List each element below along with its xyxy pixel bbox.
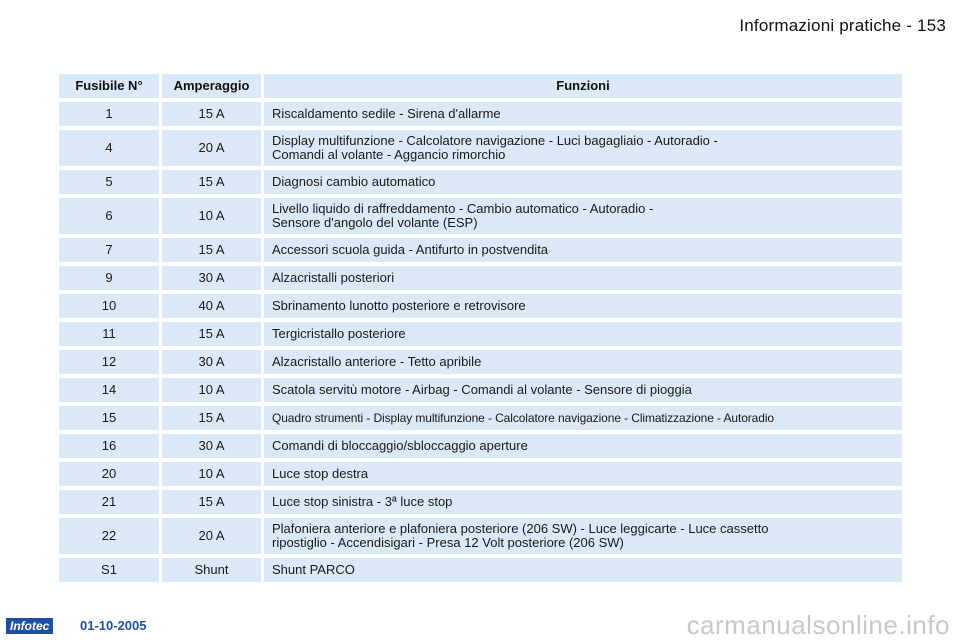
table-row [59, 490, 902, 514]
fuse-number-cell: 5 [59, 170, 162, 194]
functions-cell: Scatola servitù motore - Airbag - Comandi al volante - Sensore di pioggia [264, 378, 902, 402]
column-header-fuse-number: Fusibile N° [59, 74, 162, 98]
functions-cell: Livello liquido di raffreddamento - Cambio automatico - Autoradio - Sensore d'angolo del volante (ESP) [264, 198, 902, 234]
functions-cell: Display multifunzione - Calcolatore navigazione - Luci bagagliaio - Autoradio - Comandi al volante - Aggancio rimorchio [264, 130, 902, 166]
functions-cell: Sbrinamento lunotto posteriore e retrovisore [264, 294, 902, 318]
amperage-cell: 20 A [162, 518, 264, 554]
amperage-cell: 30 A [162, 350, 264, 374]
watermark: carmanualsonline.info [686, 610, 950, 640]
fuse-number-cell: 7 [59, 238, 162, 262]
amperage-cell: 15 A [162, 406, 264, 430]
fuse-number-cell: 4 [59, 130, 162, 166]
table-row [59, 266, 902, 290]
amperage-cell: 30 A [162, 434, 264, 458]
fuse-number-cell: 11 [59, 322, 162, 346]
table-row [59, 322, 902, 346]
amperage-cell: 20 A [162, 130, 264, 166]
print-date: 01-10-2005 [80, 618, 147, 633]
fuse-number-cell: 16 [59, 434, 162, 458]
table-row [59, 238, 902, 262]
amperage-cell: 10 A [162, 378, 264, 402]
fuse-number-cell: S1 [59, 558, 162, 582]
amperage-cell: 30 A [162, 266, 264, 290]
fuse-number-cell: 14 [59, 378, 162, 402]
infotec-logo: Infotec [6, 618, 53, 634]
amperage-cell: 15 A [162, 102, 264, 126]
table-body [59, 102, 902, 582]
functions-cell: Diagnosi cambio automatico [264, 170, 902, 194]
amperage-cell: 15 A [162, 170, 264, 194]
table-header-row [59, 74, 902, 98]
functions-cell: Luce stop sinistra - 3ª luce stop [264, 490, 902, 514]
functions-cell: Accessori scuola guida - Antifurto in postvendita [264, 238, 902, 262]
amperage-cell: 15 A [162, 490, 264, 514]
fuse-number-cell: 20 [59, 462, 162, 486]
page-title: Informazioni pratiche - 153 [739, 16, 946, 35]
functions-cell: Shunt PARCO [264, 558, 902, 582]
amperage-cell: 40 A [162, 294, 264, 318]
fuse-number-cell: 15 [59, 406, 162, 430]
column-header-functions: Funzioni [264, 74, 902, 98]
fuse-number-cell: 1 [59, 102, 162, 126]
functions-cell: Alzacristalli posteriori [264, 266, 902, 290]
fuse-number-cell: 12 [59, 350, 162, 374]
functions-cell: Tergicristallo posteriore [264, 322, 902, 346]
fuse-number-cell: 10 [59, 294, 162, 318]
table-row [59, 102, 902, 126]
fuse-number-cell: 21 [59, 490, 162, 514]
functions-cell: Riscaldamento sedile - Sirena d'allarme [264, 102, 902, 126]
functions-cell: Luce stop destra [264, 462, 902, 486]
table-row [59, 406, 902, 430]
table-row [59, 462, 902, 486]
amperage-cell: Shunt [162, 558, 264, 582]
functions-cell: Quadro strumenti - Display multifunzione - Calcolatore navigazione - Climatizzazione - Autoradio [264, 406, 902, 430]
functions-cell: Alzacristallo anteriore - Tetto apribile [264, 350, 902, 374]
amperage-cell: 10 A [162, 462, 264, 486]
table-row [59, 294, 902, 318]
amperage-cell: 15 A [162, 322, 264, 346]
table-row [59, 198, 902, 234]
table-row [59, 170, 902, 194]
table-row [59, 518, 902, 554]
fuse-number-cell: 22 [59, 518, 162, 554]
table-row [59, 378, 902, 402]
table-row [59, 434, 902, 458]
fuse-number-cell: 9 [59, 266, 162, 290]
fuse-table [59, 70, 902, 586]
table-row [59, 350, 902, 374]
column-header-amperage: Amperaggio [162, 74, 264, 98]
table-row [59, 558, 902, 582]
functions-cell: Plafoniera anteriore e plafoniera posteriore (206 SW) - Luce leggicarte - Luce cassetto ripostiglio - Accendisigari - Presa 12 Volt posteriore (206 SW) [264, 518, 902, 554]
table-row [59, 130, 902, 166]
amperage-cell: 15 A [162, 238, 264, 262]
fuse-number-cell: 6 [59, 198, 162, 234]
functions-cell: Comandi di bloccaggio/sbloccaggio aperture [264, 434, 902, 458]
amperage-cell: 10 A [162, 198, 264, 234]
